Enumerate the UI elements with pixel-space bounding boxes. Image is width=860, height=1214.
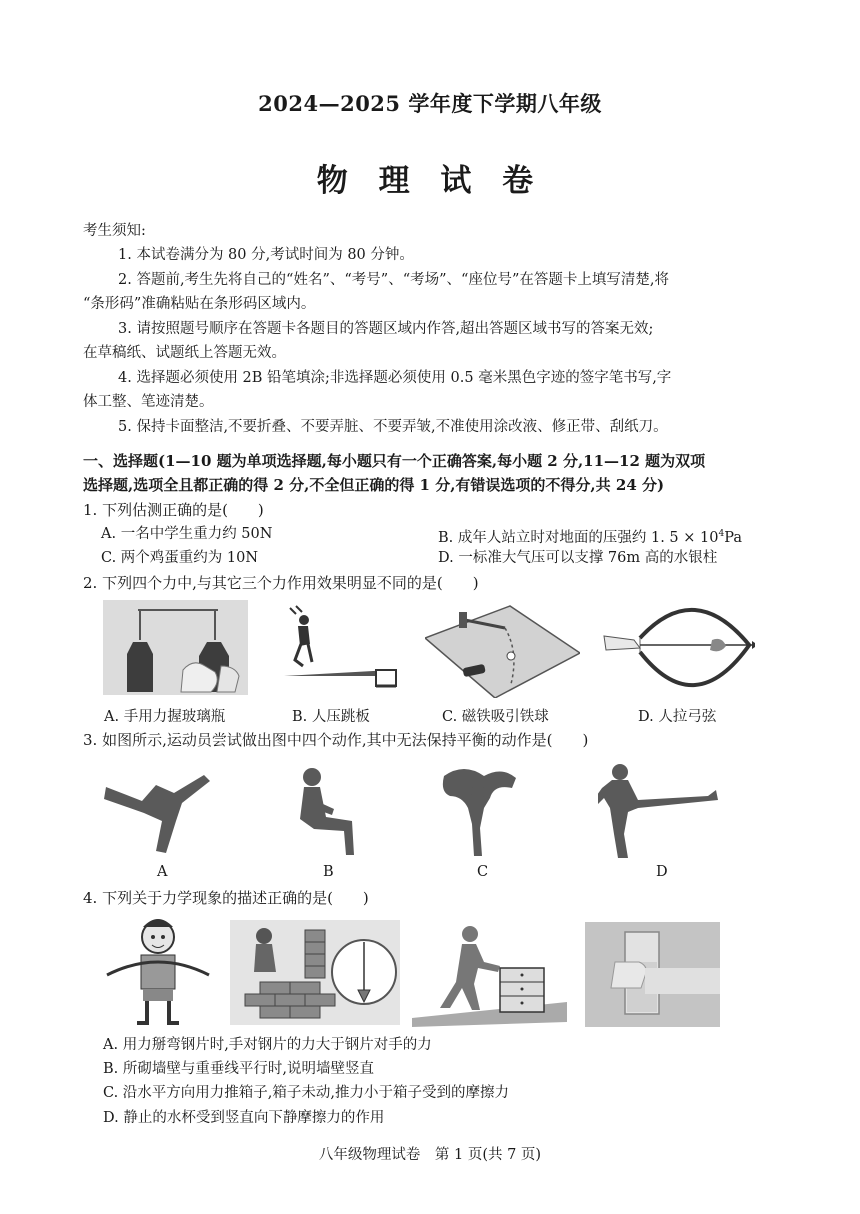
notice-line: 2. 答题前,考生先将自己的“姓名”、“考号”、“考场”、“座位号”在答题卡上填写清楚,将 bbox=[118, 272, 669, 288]
question-4-stem: 4. 下列关于力学现象的描述正确的是( ) bbox=[83, 889, 369, 907]
plumb-line-wall-figure bbox=[230, 920, 400, 1025]
page-footer: 八年级物理试卷 第 1 页(共 7 页) bbox=[318, 1147, 542, 1163]
notice-line: 3. 请按照题号顺序在答题卡各题目的答题区域内作答,超出答题区域书写的答案无效; bbox=[118, 321, 654, 337]
notice-line: 体工整、笔迹清楚。 bbox=[83, 394, 214, 410]
q1-option-a: A. 一名中学生重力约 50N bbox=[101, 526, 273, 542]
push-box-figure bbox=[412, 922, 567, 1027]
glass-bottle-photo bbox=[103, 600, 248, 695]
pose-b-silhouette bbox=[290, 765, 360, 860]
q2-caption-c: C. 磁铁吸引铁球 bbox=[442, 709, 549, 725]
q3-caption-b: B bbox=[323, 864, 334, 880]
notice-heading: 考生须知: bbox=[83, 223, 146, 239]
q1-option-d: D. 一标准大气压可以支撑 76m 高的水银柱 bbox=[438, 550, 718, 566]
exam-year-title: 2024—2025 学年度下学期八年级 bbox=[258, 91, 602, 116]
q4-option-a: A. 用力掰弯钢片时,手对钢片的力大于钢片对手的力 bbox=[103, 1037, 432, 1053]
q3-caption-a: A bbox=[157, 864, 168, 880]
bend-steel-figure bbox=[103, 915, 213, 1030]
q3-caption-c: C bbox=[477, 864, 489, 880]
q4-option-b: B. 所砌墙壁与重垂线平行时,说明墙壁竖直 bbox=[103, 1061, 374, 1077]
question-1-stem: 1. 下列估测正确的是( ) bbox=[83, 501, 264, 519]
question-2-stem: 2. 下列四个力中,与其它三个力作用效果明显不同的是( ) bbox=[83, 574, 479, 592]
q2-caption-a: A. 手用力握玻璃瓶 bbox=[104, 709, 226, 725]
q1-option-b: B. 成年人站立时对地面的压强约 1. $5 \times 10^4Pa$ bbox=[438, 529, 742, 546]
notice-line: 4. 选择题必须使用 2B 铅笔填涂;非选择题必须使用 0.5 毫米黑色字迹的签字笔书写,字 bbox=[118, 370, 672, 386]
section-heading-cont: 选择题,选项全且都正确的得 2 分,不全但正确的得 1 分,有错误选项的不得分,共 24 分) bbox=[83, 476, 665, 494]
question-3-stem: 3. 如图所示,运动员尝试做出图中四个动作,其中无法保持平衡的动作是( ) bbox=[83, 731, 589, 749]
q2-caption-b: B. 人压跳板 bbox=[292, 709, 370, 725]
q2-caption-d: D. 人拉弓弦 bbox=[638, 709, 717, 725]
q4-option-d: D. 静止的水杯受到竖直向下静摩擦力的作用 bbox=[103, 1110, 385, 1126]
pose-a-silhouette bbox=[100, 765, 215, 855]
bow-string-figure bbox=[600, 600, 755, 695]
magnet-ball-figure bbox=[425, 598, 580, 698]
q1-option-c: C. 两个鸡蛋重约为 10N bbox=[101, 550, 259, 566]
notice-line: 在草稿纸、试题纸上答题无效。 bbox=[83, 345, 286, 361]
section-heading: 一、选择题(1—10 题为单项选择题,每小题只有一个正确答案,每小题 2 分,11—12 题为双项 bbox=[83, 452, 706, 470]
notice-line: 5. 保持卡面整洁,不要折叠、不要弄脏、不要弄皱,不准使用涂改液、修正带、刮纸刀。 bbox=[118, 419, 668, 435]
notice-line: 1. 本试卷满分为 80 分,考试时间为 80 分钟。 bbox=[118, 247, 414, 263]
exam-subject-title: 物 理 试 卷 bbox=[316, 163, 544, 199]
q4-option-c: C. 沿水平方向用力推箱子,箱子未动,推力小于箱子受到的摩擦力 bbox=[103, 1085, 510, 1101]
pose-c-silhouette bbox=[440, 762, 520, 857]
water-glass-photo bbox=[585, 922, 720, 1027]
q3-caption-d: D bbox=[656, 864, 668, 880]
diving-board-figure bbox=[268, 598, 403, 698]
pose-d-silhouette bbox=[598, 760, 720, 860]
notice-line: “条形码”准确粘贴在条形码区域内。 bbox=[83, 296, 316, 312]
